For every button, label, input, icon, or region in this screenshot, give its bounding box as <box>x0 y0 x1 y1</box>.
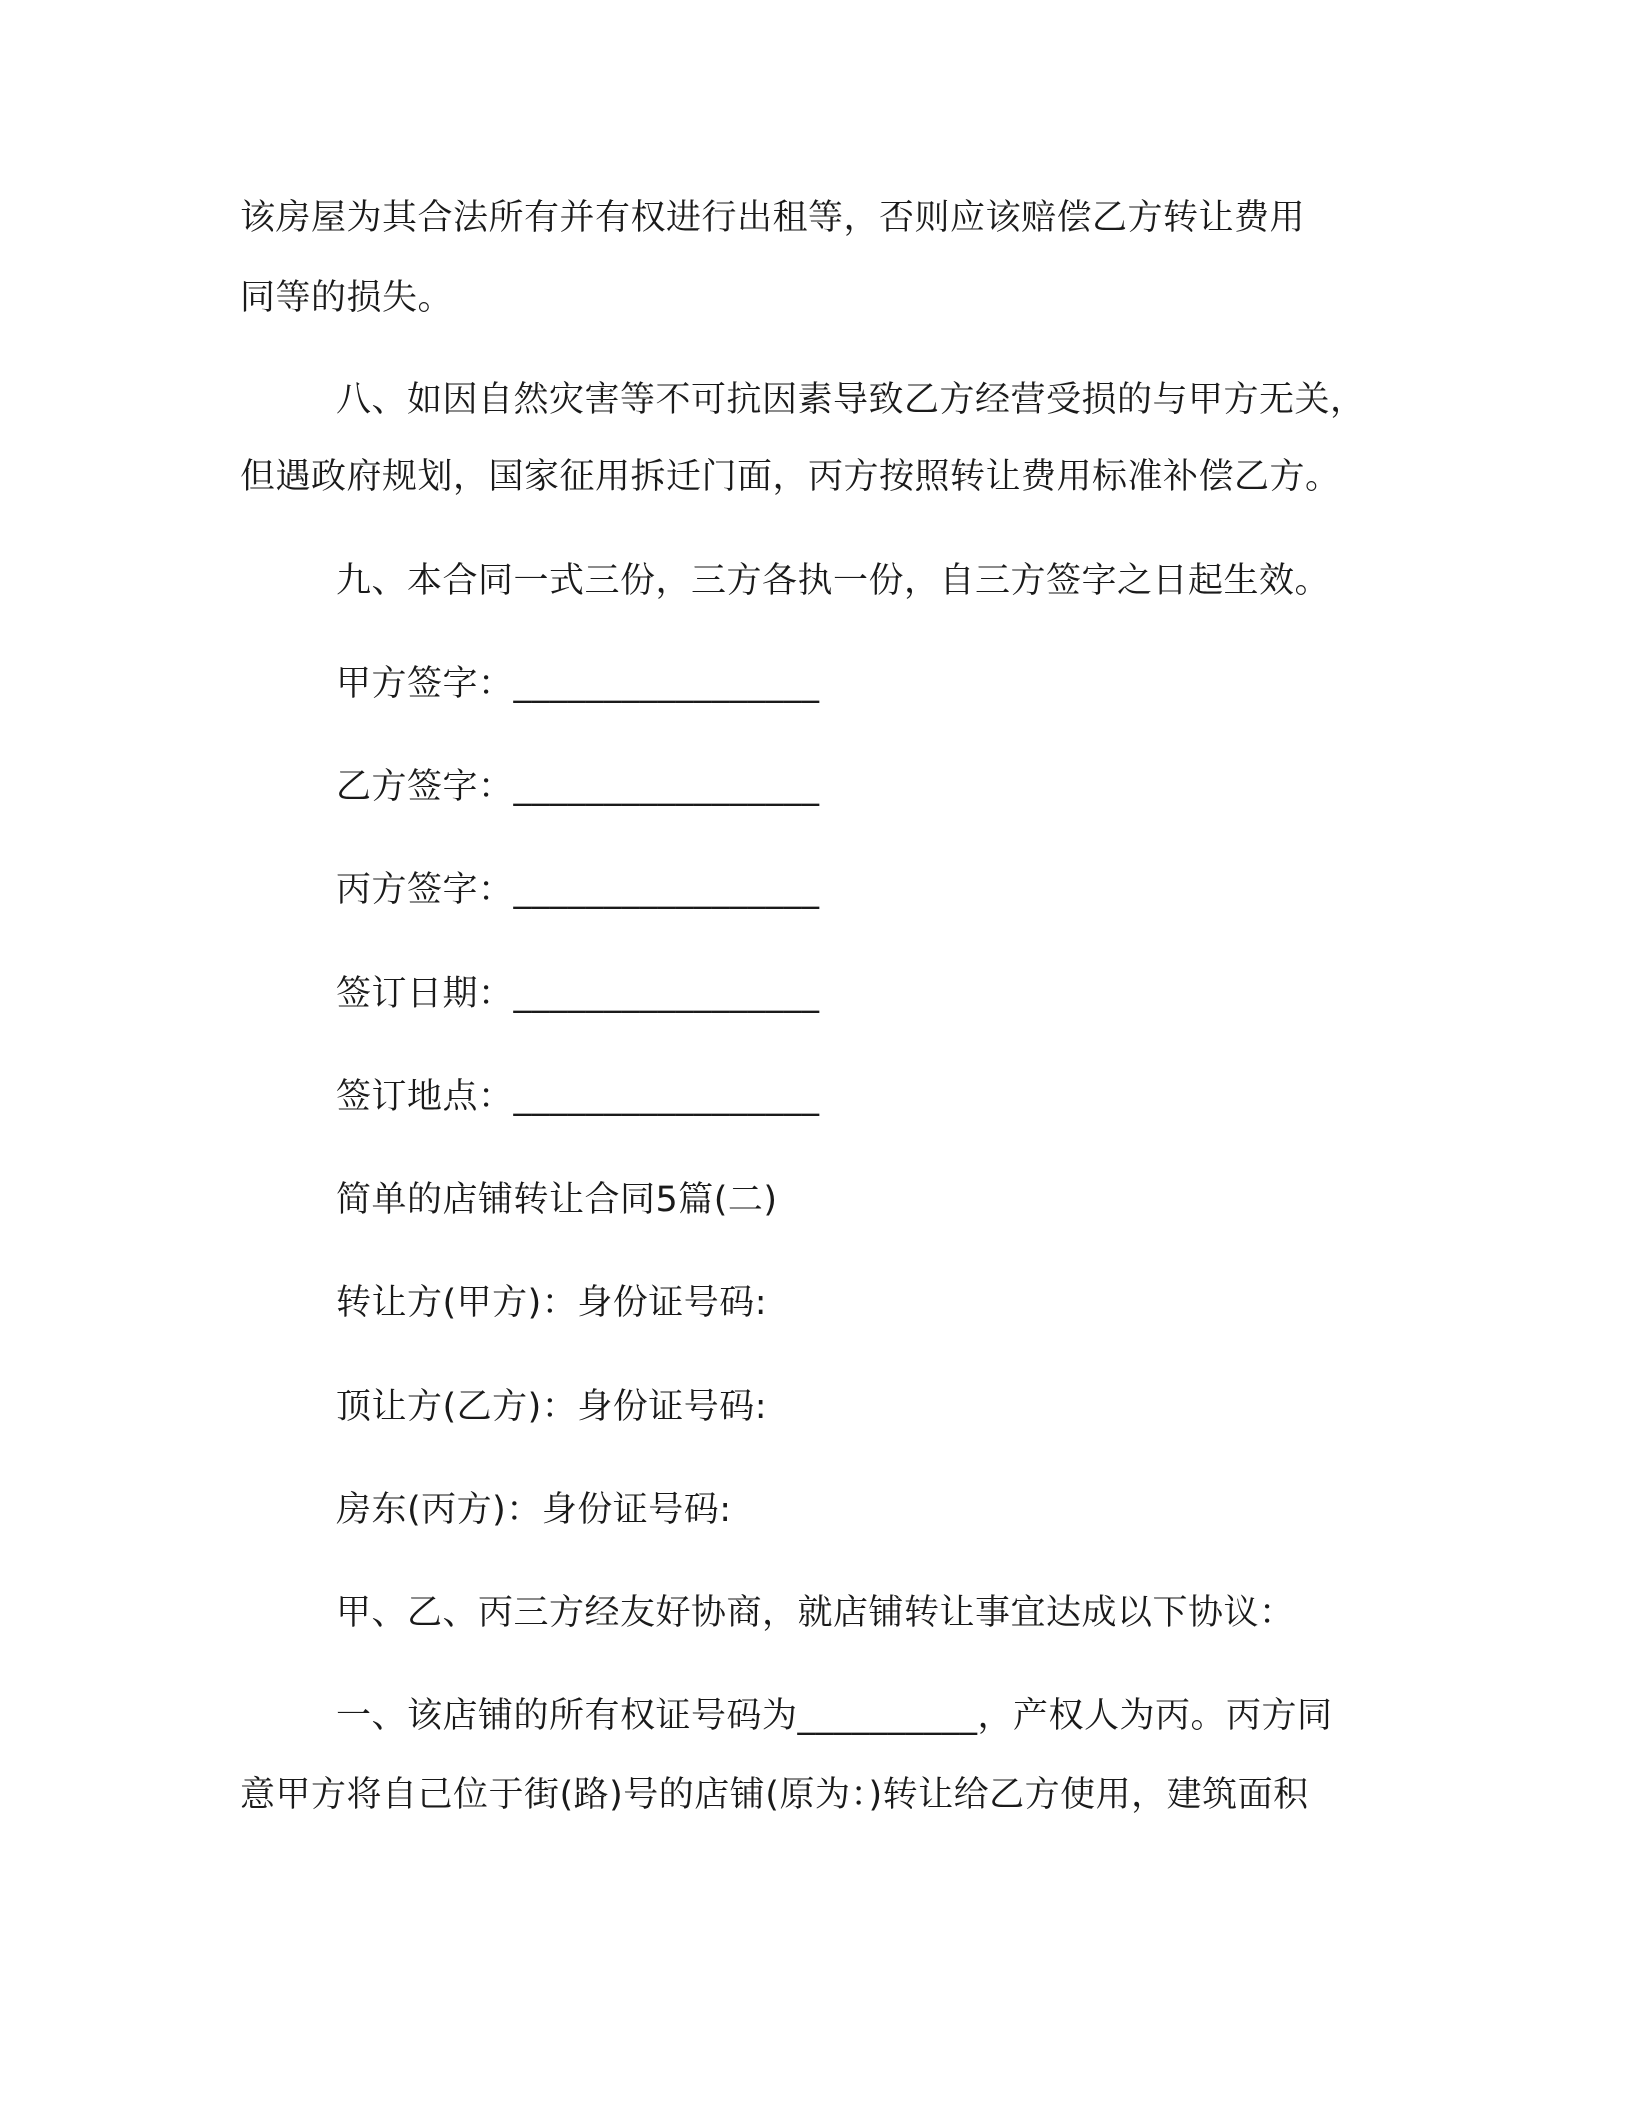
clause-1-line-2: 意甲方将自己位于街(路)号的店铺(原为：)转让给乙方使用，建筑面积 <box>240 1775 1309 1815</box>
transferor-party-a: 转让方(甲方)：身份证号码: <box>336 1283 768 1323</box>
clause-1-line-1: 一、该店铺的所有权证号码为__________，产权人为丙。丙方同 <box>336 1696 1333 1736</box>
party-c-signature: 丙方签字：_________________ <box>336 870 820 910</box>
clause-9: 九、本合同一式三份，三方各执一份，自三方签字之日起生效。 <box>336 561 1331 601</box>
paragraph-7-continuation-line-1: 该房屋为其合法所有并有权进行出租等，否则应该赔偿乙方转让费用 <box>240 198 1306 238</box>
party-a-signature: 甲方签字：_________________ <box>336 664 820 704</box>
section-heading: 简单的店铺转让合同5篇(二) <box>336 1180 778 1220</box>
clause-8-line-2: 但遇政府规划，国家征用拆迁门面，丙方按照转让费用标准补偿乙方。 <box>240 457 1341 497</box>
landlord-party-c: 房东(丙方)：身份证号码: <box>336 1490 732 1530</box>
clause-8-line-1: 八、如因自然灾害等不可抗因素导致乙方经营受损的与甲方无关， <box>336 380 1366 420</box>
paragraph-7-continuation-line-2: 同等的损失。 <box>240 278 454 318</box>
transferee-party-b: 顶让方(乙方)：身份证号码: <box>336 1387 768 1427</box>
signing-place: 签订地点：_________________ <box>336 1077 820 1117</box>
signing-date: 签订日期：_________________ <box>336 974 820 1014</box>
agreement-intro: 甲、乙、丙三方经友好协商，就店铺转让事宜达成以下协议： <box>336 1593 1295 1633</box>
party-b-signature: 乙方签字：_________________ <box>336 767 820 807</box>
